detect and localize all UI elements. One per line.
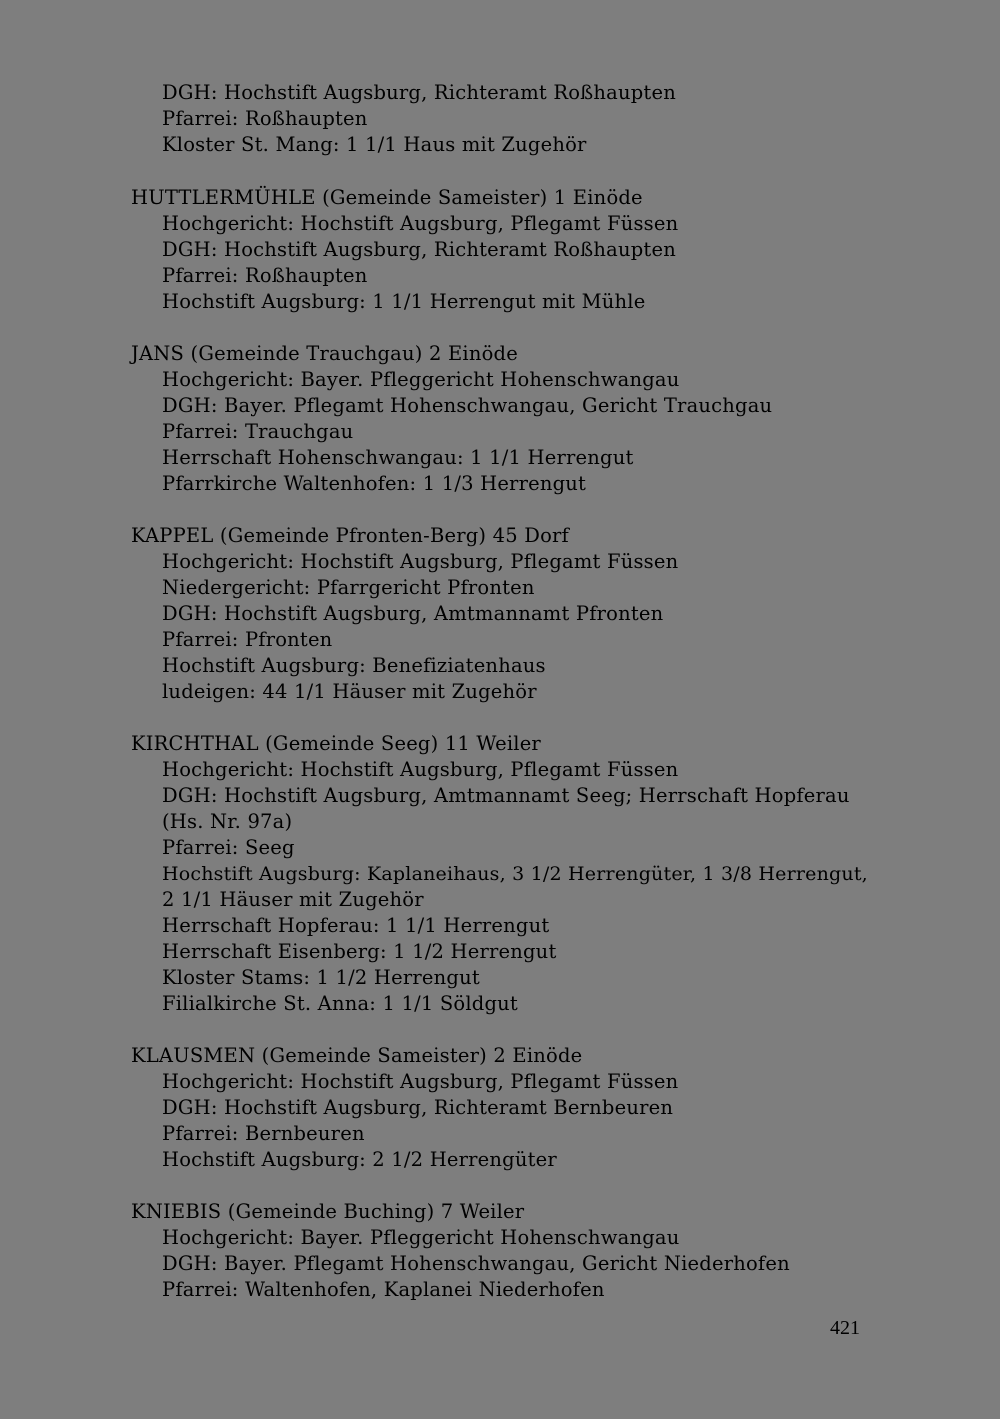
entry-heading: KAPPEL (Gemeinde Pfronten-Berg) 45 Dorf bbox=[131, 524, 569, 547]
entry-heading: KIRCHTHAL (Gemeinde Seeg) 11 Weiler bbox=[131, 732, 541, 755]
text-line: Hochstift Augsburg: Benefiziatenhaus bbox=[162, 654, 546, 677]
text-line: Pfarrei: Bernbeuren bbox=[162, 1122, 365, 1145]
text-line: DGH: Hochstift Augsburg, Richteramt Roßhaupten bbox=[162, 81, 676, 104]
text-line: Hochgericht: Hochstift Augsburg, Pflegamt Füssen bbox=[162, 758, 679, 781]
text-line: Pfarrei: Trauchgau bbox=[162, 420, 354, 443]
text-line: Pfarrkirche Waltenhofen: 1 1/3 Herrengut bbox=[162, 472, 587, 495]
text-line: Pfarrei: Roßhaupten bbox=[162, 107, 368, 130]
text-line: DGH: Hochstift Augsburg, Richteramt Bernbeuren bbox=[162, 1096, 674, 1119]
text-line: Pfarrei: Pfronten bbox=[162, 628, 333, 651]
entry-heading: KNIEBIS (Gemeinde Buching) 7 Weiler bbox=[131, 1200, 525, 1223]
text-line: Hochstift Augsburg: 1 1/1 Herrengut mit Mühle bbox=[162, 290, 646, 313]
text-line: Hochgericht: Bayer. Pfleggericht Hohenschwangau bbox=[162, 1226, 680, 1249]
text-line: DGH: Bayer. Pflegamt Hohenschwangau, Gericht Niederhofen bbox=[162, 1252, 790, 1275]
text-line: Niedergericht: Pfarrgericht Pfronten bbox=[162, 576, 535, 599]
entry-heading: KLAUSMEN (Gemeinde Sameister) 2 Einöde bbox=[131, 1044, 583, 1067]
page-number: 421 bbox=[830, 1317, 860, 1339]
text-line: Herrschaft Hopferau: 1 1/1 Herrengut bbox=[162, 914, 550, 937]
text-line: Hochgericht: Bayer. Pfleggericht Hohenschwangau bbox=[162, 368, 680, 391]
text-line: Pfarrei: Waltenhofen, Kaplanei Niederhofen bbox=[162, 1278, 605, 1301]
text-line: Kloster Stams: 1 1/2 Herrengut bbox=[162, 966, 480, 989]
text-line: DGH: Hochstift Augsburg, Richteramt Roßhaupten bbox=[162, 238, 676, 261]
text-line: DGH: Hochstift Augsburg, Amtmannamt Seeg; Herrschaft Hopferau bbox=[162, 784, 850, 807]
text-line: Kloster St. Mang: 1 1/1 Haus mit Zugehör bbox=[162, 133, 587, 156]
text-line: Pfarrei: Seeg bbox=[162, 836, 295, 859]
text-line: Hochgericht: Hochstift Augsburg, Pflegamt Füssen bbox=[162, 550, 679, 573]
text-line: DGH: Hochstift Augsburg, Amtmannamt Pfronten bbox=[162, 602, 664, 625]
entry-heading: HUTTLERMÜHLE (Gemeinde Sameister) 1 Einöde bbox=[131, 186, 643, 209]
text-line: Pfarrei: Roßhaupten bbox=[162, 264, 368, 287]
entry-heading: JANS (Gemeinde Trauchgau) 2 Einöde bbox=[131, 342, 518, 365]
text-line: Filialkirche St. Anna: 1 1/1 Söldgut bbox=[162, 992, 518, 1015]
text-line: ludeigen: 44 1/1 Häuser mit Zugehör bbox=[162, 680, 537, 703]
text-line: Herrschaft Eisenberg: 1 1/2 Herrengut bbox=[162, 940, 557, 963]
text-line: 2 1/1 Häuser mit Zugehör bbox=[162, 888, 424, 911]
text-line: Hochgericht: Hochstift Augsburg, Pflegamt Füssen bbox=[162, 1070, 679, 1093]
text-line: Hochstift Augsburg: Kaplaneihaus, 3 1/2 Herrengüter, 1 3/8 Herrengut, bbox=[162, 863, 868, 885]
text-line: Herrschaft Hohenschwangau: 1 1/1 Herrengut bbox=[162, 446, 634, 469]
text-line: (Hs. Nr. 97a) bbox=[162, 810, 293, 833]
text-line: Hochgericht: Hochstift Augsburg, Pflegamt Füssen bbox=[162, 212, 679, 235]
text-line: DGH: Bayer. Pflegamt Hohenschwangau, Gericht Trauchgau bbox=[162, 394, 773, 417]
text-line: Hochstift Augsburg: 2 1/2 Herrengüter bbox=[162, 1148, 557, 1171]
